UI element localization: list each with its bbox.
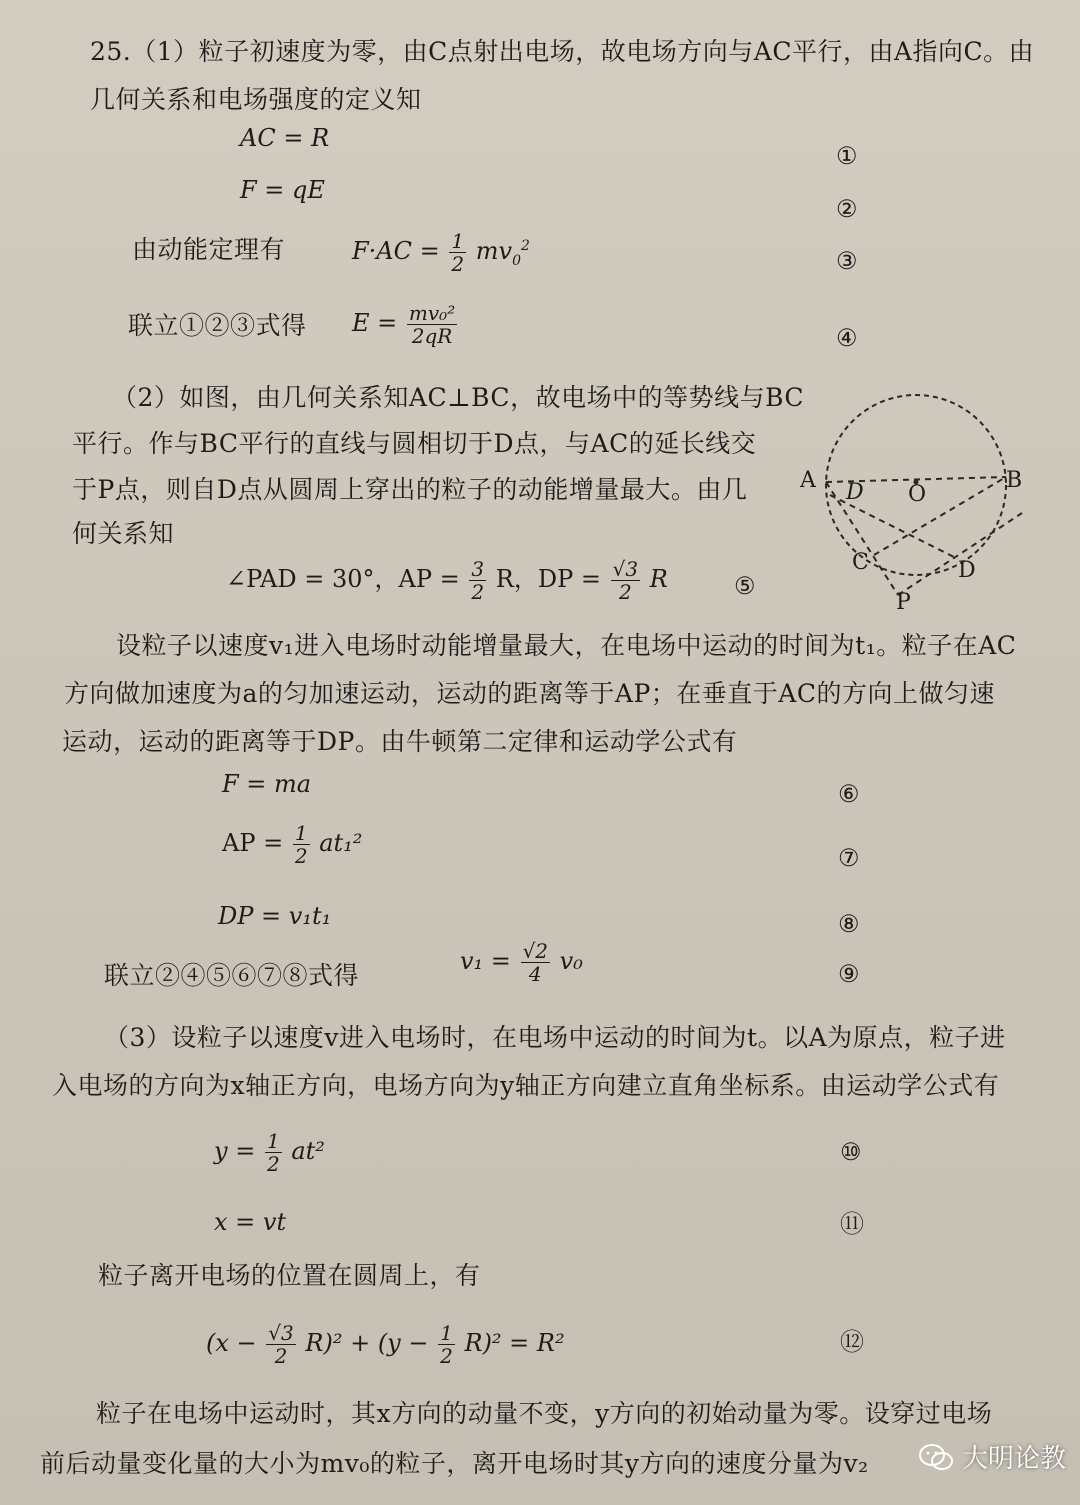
fraction xyxy=(266,1322,295,1367)
fraction-denominator: 2 xyxy=(451,252,465,276)
watermark xyxy=(918,1438,1066,1475)
diagram-label-p: P xyxy=(896,590,911,615)
text-line: 平行。作与BC平行的直线与圆相切于D点，与AC的延长线交 xyxy=(72,429,757,458)
equation-7-left: AP = xyxy=(222,829,284,857)
fraction-numerator: 3 xyxy=(471,557,485,581)
equation-2: F = qE xyxy=(240,176,325,204)
equation-6: F = ma xyxy=(222,770,312,798)
fraction-numerator: 1 xyxy=(266,1129,280,1153)
equation-3-left: F·AC = xyxy=(352,237,440,265)
fraction-numerator: 1 xyxy=(451,229,465,253)
equation-4 xyxy=(352,302,459,347)
watermark-text: 大明论教 xyxy=(961,1444,1066,1474)
marker-7: ⑦ xyxy=(838,844,860,872)
equation-9 xyxy=(460,940,583,985)
fraction xyxy=(449,230,466,275)
equation-12-b: R)² + (y − xyxy=(305,1329,429,1357)
fraction-numerator: 1 xyxy=(294,821,308,845)
equation-4-left: E = xyxy=(352,309,398,337)
equation-12 xyxy=(206,1322,565,1367)
text-line: （2）如图，由几何关系知AC⊥BC，故电场中的等势线与BC xyxy=(112,383,805,412)
fraction-denominator: 2 xyxy=(471,580,485,604)
fraction-denominator: 2qR xyxy=(411,324,453,348)
line-cb xyxy=(874,477,1006,555)
fraction-denominator: 2 xyxy=(294,844,308,868)
fraction-denominator: 2 xyxy=(440,1344,453,1368)
wechat-icon xyxy=(918,1442,954,1472)
fraction xyxy=(469,558,486,603)
fraction-numerator: √3 xyxy=(268,1321,294,1345)
fraction-denominator: 4 xyxy=(528,962,542,986)
fraction-denominator: 2 xyxy=(274,1344,288,1368)
text-line: 设粒子以速度v₁进入电场时动能增量最大，在电场中运动的时间为t₁。粒子在AC xyxy=(116,631,1017,660)
fraction-numerator: √3 xyxy=(612,557,639,581)
text-line: 粒子离开电场的位置在圆周上，有 xyxy=(98,1261,481,1290)
marker-6: ⑥ xyxy=(838,780,860,808)
equation-7-right: at₁² xyxy=(319,829,363,857)
marker-10: ⑩ xyxy=(840,1138,862,1166)
text-line: 何关系知 xyxy=(72,519,175,548)
text-line: 联立①②③式得 xyxy=(128,311,307,340)
fraction xyxy=(438,1322,455,1367)
fraction-numerator: √2 xyxy=(522,939,549,963)
diagram-label-b: B xyxy=(1006,468,1023,493)
fraction xyxy=(407,302,457,347)
fraction-numerator: 1 xyxy=(440,1321,453,1345)
equation-1: AC = R xyxy=(240,124,330,152)
equation-10-left: y = xyxy=(214,1137,256,1165)
fraction-denominator: 2 xyxy=(618,580,632,604)
text-line: 由动能定理有 xyxy=(132,235,286,264)
text-line: 前后动量变化量的大小为mv₀的粒子，离开电场时其y方向的速度分量为v₂ xyxy=(40,1449,869,1478)
equation-11: x = vt xyxy=(214,1208,287,1236)
fraction xyxy=(265,1130,282,1175)
marker-12: ⑫ xyxy=(840,1328,864,1356)
marker-1: ① xyxy=(836,142,858,170)
equation-5-b: R，DP = xyxy=(495,565,601,593)
diagram-label-d: D xyxy=(958,558,976,583)
marker-4: ④ xyxy=(836,324,858,352)
marker-5: ⑤ xyxy=(734,572,756,600)
text-line: 入电场的方向为x轴正方向，电场方向为y轴正方向建立直角坐标系。由运动学公式有 xyxy=(52,1071,1000,1100)
text-line: 粒子在电场中运动时，其x方向的动量不变，y方向的初始动量为零。设穿过电场 xyxy=(96,1399,993,1428)
equation-5-a: ∠PAD = 30°，AP = xyxy=(226,565,460,593)
marker-3: ③ xyxy=(836,247,858,275)
text-line: 25.（1）粒子初速度为零，由C点射出电场，故电场方向与AC平行，由A指向C。由 xyxy=(90,37,1035,66)
diagram-label-c: C xyxy=(852,550,869,575)
marker-11: ⑪ xyxy=(840,1210,864,1238)
equation-12-c: R)² = R² xyxy=(464,1329,565,1357)
marker-8: ⑧ xyxy=(838,910,860,938)
equation-7 xyxy=(222,822,362,867)
equation-12-a: (x − xyxy=(206,1329,257,1357)
equation-10-right: at² xyxy=(291,1137,325,1165)
diagram-label-a: A xyxy=(800,468,816,493)
text-line: 联立②④⑤⑥⑦⑧式得 xyxy=(104,961,360,990)
text-line: 方向做加速度为a的匀加速运动，运动的距离等于AP；在垂直于AC的方向上做匀速 xyxy=(64,679,995,708)
fraction-numerator: mv₀² xyxy=(408,301,456,325)
fraction-denominator: 2 xyxy=(266,1152,280,1176)
equation-3-right: mv xyxy=(475,237,513,265)
fraction xyxy=(293,822,310,867)
equation-5 xyxy=(226,558,668,603)
diagram-label-o: O xyxy=(908,482,927,507)
text-line: 几何关系和电场强度的定义知 xyxy=(90,85,422,114)
text-line: 于P点，则自D点从圆周上穿出的粒子的动能增量最大。由几 xyxy=(72,475,748,504)
fraction xyxy=(521,940,550,985)
equation-9-right: v₀ xyxy=(559,947,583,975)
text-line: 运动，运动的距离等于DP。由牛顿第二定律和运动学公式有 xyxy=(62,727,738,756)
diagram-label-d-inner: D xyxy=(846,480,864,505)
equation-8: DP = v₁t₁ xyxy=(218,902,332,930)
fraction xyxy=(611,558,640,603)
equation-10 xyxy=(214,1130,325,1175)
equation-9-left: v₁ = xyxy=(460,947,511,975)
text-line: （3）设粒子以速度v进入电场时，在电场中运动的时间为t。以A为原点，粒子进 xyxy=(104,1023,1006,1052)
equation-5-c: R xyxy=(649,565,668,593)
marker-9: ⑨ xyxy=(838,960,860,988)
equation-3: F·AC = $\frac{1}{2}$ $mv_0^2$ xyxy=(352,229,530,276)
marker-2: ② xyxy=(836,195,858,223)
